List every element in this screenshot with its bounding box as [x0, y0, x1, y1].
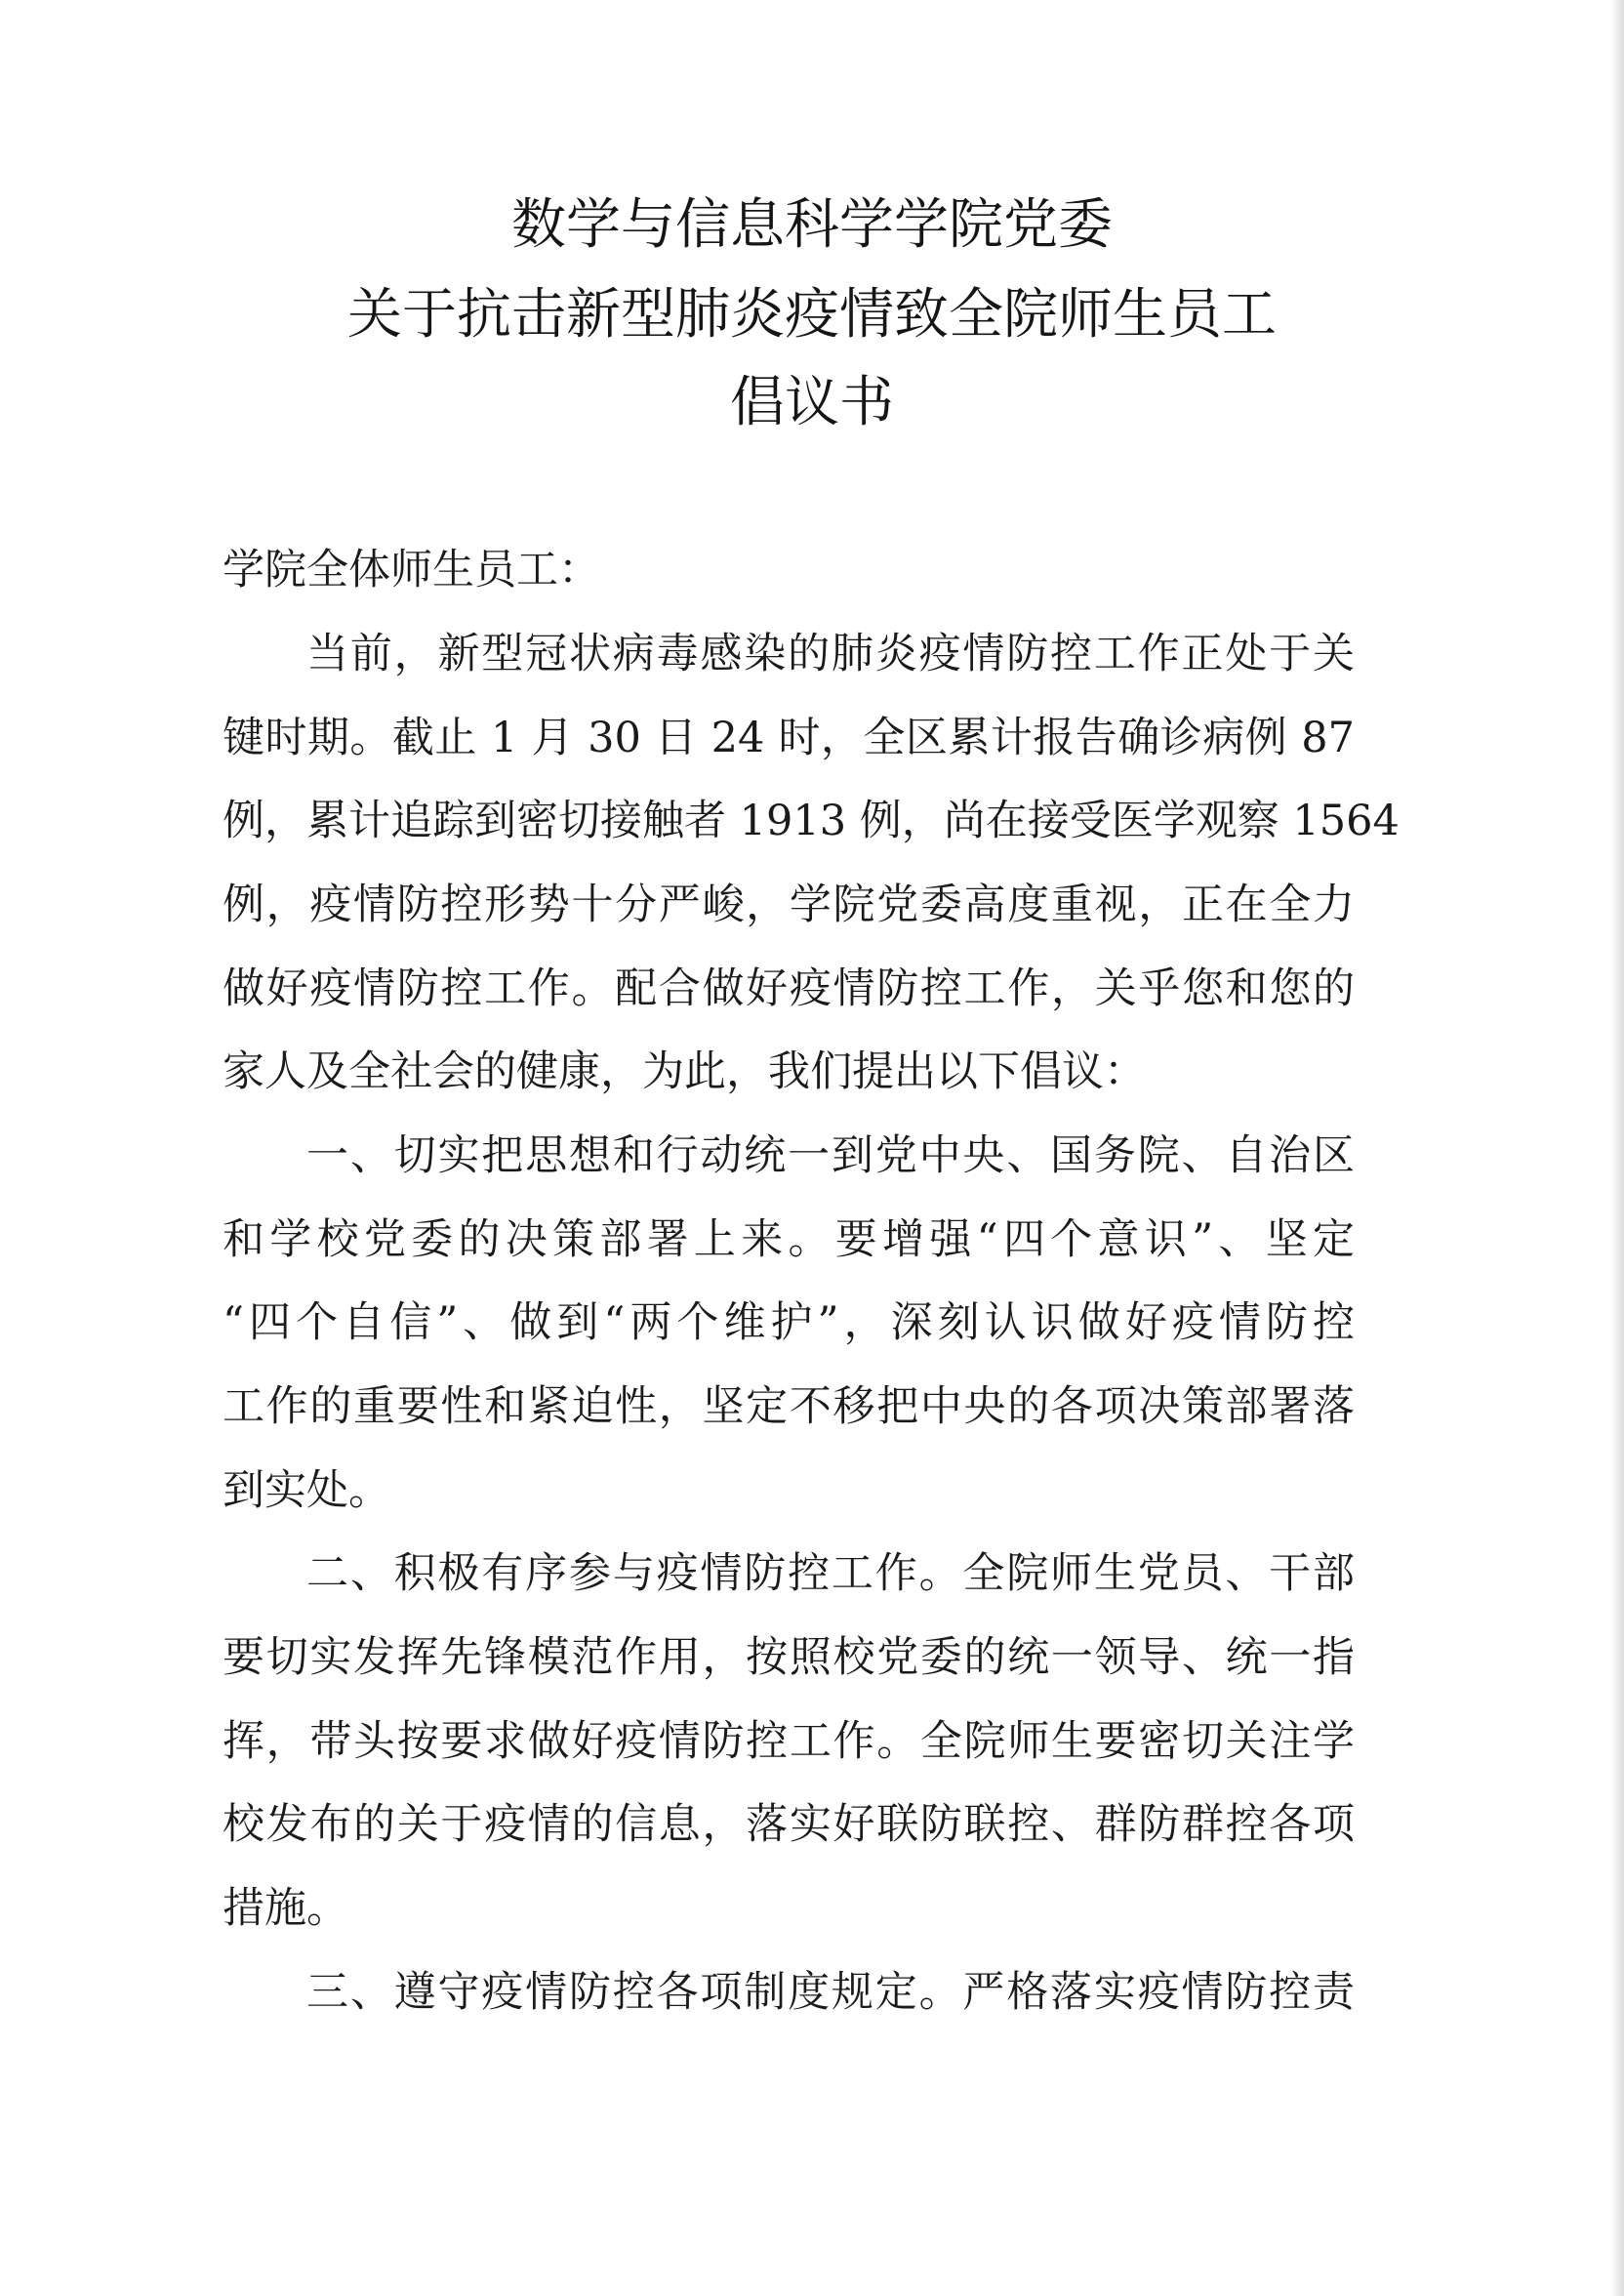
body-line: 要切实发挥先锋模范作用，按照校党委的统一领导、统一指	[223, 1633, 1355, 1682]
body-line: 校发布的关于疫情的信息，落实好联防联控、群防群控各项	[223, 1800, 1355, 1849]
body-line: 例，疫情防控形势十分严峻，学院党委高度重视，正在全力	[223, 881, 1355, 929]
title-line-1: 数学与信息科学学院党委	[511, 193, 1113, 257]
title-line-2: 关于抗击新型肺炎疫情致全院师生员工	[347, 283, 1277, 347]
body-line: 工作的重要性和紧迫性，坚定不移把中央的各项决策部署落	[223, 1382, 1355, 1431]
body-line: 一、切实把思想和行动统一到党中央、国务院、自治区	[306, 1131, 1355, 1180]
body-line: 二、积极有序参与疫情防控工作。全院师生党员、干部	[306, 1549, 1355, 1598]
body-line: 当前，新型冠状病毒感染的肺炎疫情防控工作正处于关	[306, 630, 1355, 678]
body-line: 和学校党委的决策部署上来。要增强“四个意识”、坚定	[223, 1215, 1355, 1264]
body-line: 家人及全社会的健康，为此，我们提出以下倡议：	[223, 1047, 1146, 1096]
body-line: 措施。	[223, 1884, 348, 1933]
body-line: 做好疫情防控工作。配合做好疫情防控工作，关乎您和您的	[223, 964, 1355, 1013]
body-line: 到实处。	[223, 1466, 390, 1515]
body-line: 例，累计追踪到密切接触者 1913 例，尚在接受医学观察 1564	[223, 797, 1400, 845]
body-line: 三、遵守疫情防控各项制度规定。严格落实疫情防控责	[306, 1968, 1355, 2017]
title-line-3: 倡议书	[730, 371, 894, 434]
body-line: “四个自信”、做到“两个维护”，深刻认识做好疫情防控	[223, 1298, 1355, 1347]
body-line: 挥，带头按要求做好疫情防控工作。全院师生要密切关注学	[223, 1717, 1355, 1766]
salutation: 学院全体师生员工：	[223, 546, 600, 594]
body-line: 键时期。截止 1 月 30 日 24 时，全区累计报告确诊病例 87	[223, 714, 1355, 762]
